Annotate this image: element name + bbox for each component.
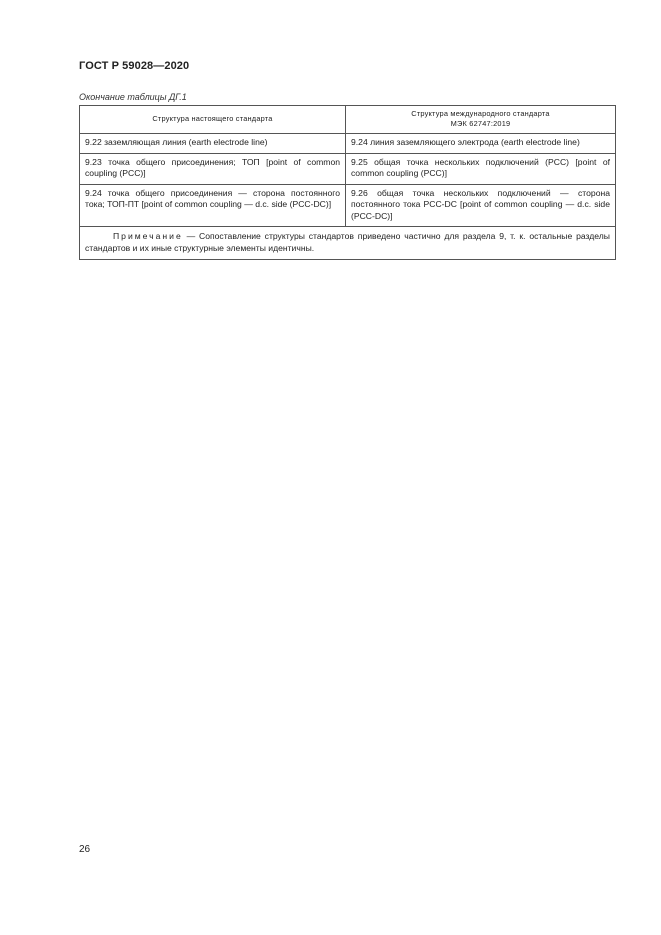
note-text: — Сопоставление структуры стандартов приведено частично для раздела 9, т. к. остальные разделы стандартов и их иные структурные элементы идентичны. — [85, 231, 610, 253]
table-note — [80, 227, 616, 260]
header-international-title: Структура международного стандарта — [411, 109, 550, 118]
comparison-table — [79, 105, 616, 260]
table-cell-right: 9.24 линия заземляющего электрода (earth electrode line) — [346, 134, 616, 154]
table-note-row — [80, 227, 616, 260]
header-international-standard — [346, 106, 616, 134]
table-cell-left: 9.23 точка общего присоединения; ТОП [point of common coupling (PCC)] — [80, 153, 346, 184]
table-row — [80, 153, 616, 184]
table-cell-left: 9.22 заземляющая линия (earth electrode line) — [80, 134, 346, 154]
table-cell-left: 9.24 точка общего присоединения — сторона постоянного тока; ТОП-ПТ [point of common coupling — d.c. side (PCC-DC)] — [80, 184, 346, 227]
header-international-code: МЭК 62747:2019 — [450, 119, 511, 128]
header-current-standard: Структура настоящего стандарта — [80, 106, 346, 134]
table-row — [80, 134, 616, 154]
table-row — [80, 184, 616, 227]
table-header-row — [80, 106, 616, 134]
table-caption: Окончание таблицы ДГ.1 — [79, 92, 187, 102]
table-cell-right: 9.26 общая точка нескольких подключений — сторона постоянного тока PCC-DC [point of common coupling — d.c. side (PCC-DC)] — [346, 184, 616, 227]
table-cell-right: 9.25 общая точка нескольких подключений (PCC) [point of common coupling (PCC)] — [346, 153, 616, 184]
note-label: Примечание — [113, 231, 183, 241]
document-header: ГОСТ Р 59028—2020 — [79, 60, 190, 72]
page-number: 26 — [79, 844, 91, 855]
